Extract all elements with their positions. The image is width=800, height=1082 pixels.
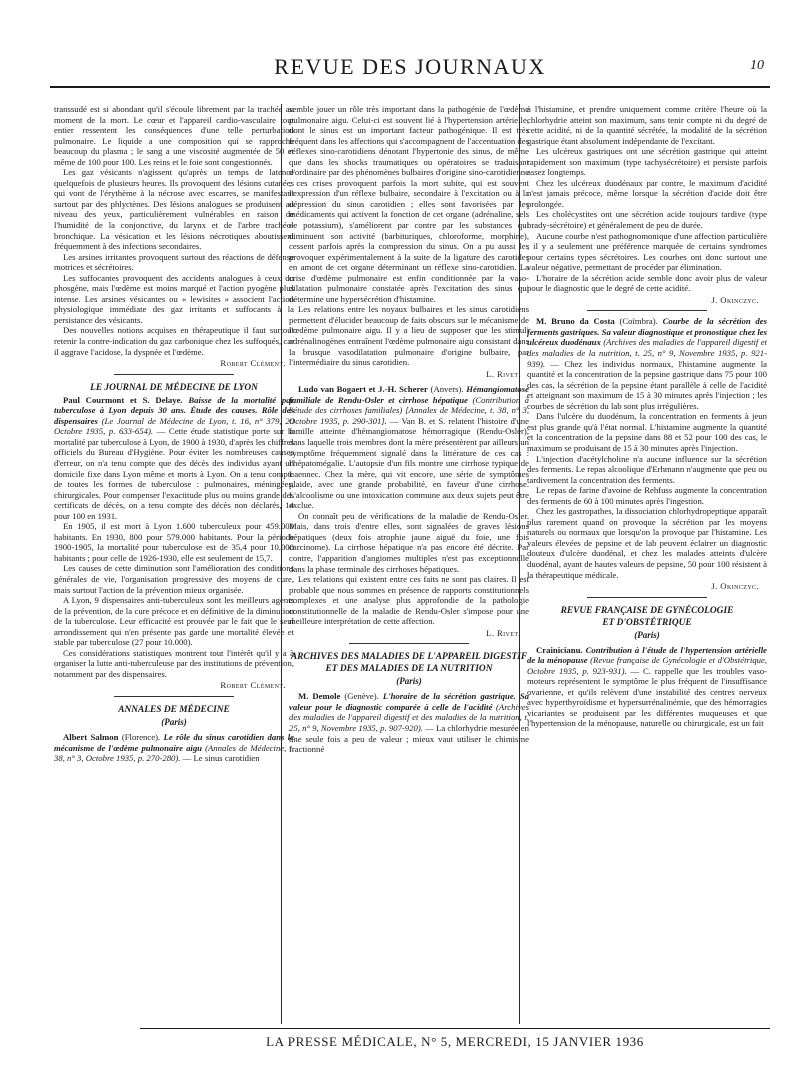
article-authors: Crainicianu. <box>536 644 583 655</box>
section-rule <box>349 643 469 644</box>
author-signature: Robert Clément. <box>220 358 286 369</box>
author-signature: J. Okinczyc. <box>711 294 759 305</box>
article-text: — Le sinus carotidien <box>182 753 260 764</box>
article-place: (Coïmbra). <box>619 316 658 327</box>
article-place: (Florence). <box>121 731 161 742</box>
paragraph: L'horaire de la sécrétion acide semble donc avoir plus de valeur pour le diagnostic que le degré de cette acidité. <box>527 272 767 294</box>
paragraph: Les ulcéreux gastriques ont une sécrétion gastrique qui atteint rapidement son maximum (type tachysécrétoire) et persiste parfois assez longtemps. <box>527 146 767 178</box>
footer-text: LA PRESSE MÉDICALE, N° 5, MERCREDI, 15 JANVIER 1936 <box>266 1034 644 1049</box>
section-rule <box>114 696 234 697</box>
paragraph: à l'histamine, et prendre uniquement comme critère l'heure où la chlorhydrie atteint son maximum, sans tenir compte ni du degré de cette acidité, ni de la quantité sécrétée, la modalité de la sécrétion gastrique étant absolument indépendante de l'excitant. <box>527 104 767 146</box>
article-title: Contribution à l'étude de l'hypertension artérielle de la ménopause <box>527 644 767 666</box>
article-reference: (Revue française de Gynécologie et d'Obstétrique, Octobre 1935, p. 923-931). <box>527 655 767 676</box>
paragraph: Les gaz vésicants n'agissent qu'après un temps de latence quelquefois de plusieurs heures. Ils provoquent des lésions cutanées qui vont de l'érythème à la nécrose avec escarres, se manifestant surtout par des phlyctènes. Des lésions analogues se produisent au niveau des yeux, particulièrement vulnérables en raison de l'humidité de la conjonctive, du larynx et de l'arbre trachéo-bronchique. La vésication et les lésions nécrotiques aboutissent fréquemment à des infections secondaires. <box>54 167 294 252</box>
author-signature: L. Rivet. <box>486 627 521 638</box>
paragraph: Chez les ulcéreux duodénaux par contre, le maximum d'acidité n'est jamais précoce, même lorsque la sécrétion d'acide doit être prolongée. <box>527 177 767 209</box>
journal-city: (Paris) <box>634 629 660 640</box>
paragraph: Des nouvelles notions acquises en thérapeutique il faut surtout retenir la contre-indication du gaz carbonique chez les suffoqués, car il aggrave l'acidose, la dyspnée et l'œdème. <box>54 325 294 357</box>
paragraph: Les relations entre les noyaux bulbaires et les sinus carotidiens permettent d'élucider beaucoup de faits obscurs sur le mécanisme de l'œdème pulmonaire aigu. Il y a lieu de supposer que les stimuli adrénalinogènes entraînent l'œdème pulmonaire aigu consistant dans la brusque vasodilatation pulmonaire d'origine bulbaire, par l'intermédiaire du sinus carotidien. <box>289 304 529 368</box>
journal-city: (Paris) <box>396 676 422 687</box>
paragraph: On connaît peu de vérifications de la maladie de Rendu-Osler. Mais, dans trois d'entre elles, sont signalées de graves lésions hépatiques (deux fois atrophie jaune aiguë du foie, une fois carcinome). La cirrhose hépatique n'a pas encore été décrite. Par contre, l'apparition d'angiomes multiples n'est pas exceptionnelle dans la phase terminale des cirrhoses hépatiques. <box>289 510 529 574</box>
article-authors: M. Bruno da Costa <box>536 316 615 327</box>
paragraph: Aucune courbe n'est pathognomonique d'une affection particulière ; il y a seulement une préférence marquée de certains syndromes pour certains types sécrétoires. Les courbes ont donc surtout une valeur négative, permettant de procéder par élimination. <box>527 230 767 273</box>
running-header <box>50 46 770 88</box>
paragraph: Dans l'ulcère du duodénum, la concentration en ferments à jeun est plus grande qu'à l'état normal. L'histamine augmente la quantité et la concentration de la pepsine dans 88 et 52 pour 100 des cas, le maximum se produisant de 15 à 30 minutes après l'injection. <box>527 411 767 453</box>
paragraph: Les arsines irritantes provoquent surtout des réactions de défense motrices et sécrétoires. <box>54 251 294 273</box>
paragraph: Les causes de cette diminution sont l'amélioration des conditions générales de vie, l'organisation progressive des moyens de cure, mais surtout l'action de la prévention mieux organisée. <box>54 563 294 595</box>
article-entry <box>54 732 294 764</box>
article-reference: (Annales de Médecine, t. 38, n° 3, Octobre 1935, p. 270-280). <box>54 742 294 764</box>
paragraph: A Lyon, 9 dispensaires anti-tuberculeux sont les meilleurs agents de la prévention, de la cure précoce et en définitive de la diminution de la tuberculose. Leur efficacité est prouvée par le fait que le seul arrondissement qui n'en présente pas garde une mortalité élevée et stable par tuberculose (27 pour 10.000). <box>54 595 294 648</box>
journal-section-title: ET DES MALADIES DE LA NUTRITION <box>325 664 493 675</box>
article-reference: (Contribution à l'étude des cirrhoses familiales) [Annales de Médecine, t. 38, n° 3, Octobre 1935, p. 290-301]. <box>289 394 529 426</box>
article-authors: Albert Salmon <box>63 731 119 742</box>
paragraph: Les cholécystites ont une sécrétion acide toujours tardive (type brady-sécrétoire) et généralement de peu de durée. <box>527 209 767 231</box>
article-entry <box>527 316 767 411</box>
paragraph: Chez les gastropathes, la dissociation chlorhydropeptique apparaît plus rarement quand on provoque la sécrétion par les moyens naturels ou normaux que lorsqu'on la provoque par l'histamine. Les valeurs élevées de pepsine et de lab peuvent éclairer un diagnostic douteux d'ulcère duodénal, et chez les malades atteints d'ulcère duodénal, ayant de hautes valeurs de pepsine, 50 pour 100 résistent à la thérapeutique médicale. <box>527 506 767 580</box>
article-title: L'horaire de la sécrétion gastrique. Sa valeur pour le diagnostic comparée à celle de l'acidité <box>289 691 529 712</box>
article-title: Courbe de la sécrétion des ferments gastriques. Sa valeur diagnostique et pronostique chez les ulcéreux duodénaux <box>527 316 767 348</box>
article-title: Baisse de la mortalité par tuberculose à Lyon depuis 30 ans. Étude des causes. Rôle des dispensaires <box>54 394 294 426</box>
paragraph: L'injection d'acétylcholine n'a aucune influence sur la sécrétion des ferments. Le repas alcoolique d'Erhmann n'augmente que peu ou tardivement la concentration des ferments. <box>527 453 767 485</box>
section-rule <box>587 310 707 311</box>
author-signature: Robert Clément. <box>220 680 286 691</box>
article-title: Le rôle du sinus carotidien dans le mécanisme de l'œdème pulmonaire aigu <box>54 731 294 753</box>
paragraph: Ces considérations statistiques montrent tout l'intérêt qu'il y a à organiser la lutte anti-tuberculeuse par des institutions de prévention, notamment par des dispensaires. <box>54 647 294 679</box>
column-2 <box>289 104 529 1028</box>
author-signature: L. Rivet. <box>486 368 521 379</box>
paragraph: transsudé est si abondant qu'il s'écoule librement par la trachée au moment de la mort. Le cœur et l'appareil cardio-vasculaire tout entier ressentent les conséquences d'une telle perturbation pulmonaire. Le liquide a une composition qui se rapproche beaucoup du plasma ; le sang a une viscosité augmentée de 50 et même de 100 pour 100. Les reins et le foie sont congestionnés. <box>54 104 294 167</box>
page-footer <box>140 1028 770 1053</box>
paragraph: En 1905, il est mort à Lyon 1.600 tuberculeux pour 459.000 habitants. En 1930, 800 pour 579.000 habitants. Pour la période 1900-1905, la mortalité pour tuberculose est de 35,4 pour 10.000 habitants ; pour celle de 1926-1930, elle est seulement de 15,7. <box>54 521 294 563</box>
section-rule <box>114 374 234 375</box>
article-authors: Ludo van Bogaert et J.-H. Scherer <box>298 384 428 395</box>
article-reference: (Le Journal de Médecine de Lyon, t. 16, n° 379, 20 Octobre 1935, p. 633-654). <box>54 415 294 437</box>
article-reference: (Archives des maladies de l'appareil digestif et des maladies de la nutrition, t. 25, n° 9, Novembre 1935, p. 921-939). <box>527 337 767 369</box>
article-text: — Chez les individus normaux, l'histamine augmente la quantité et la concentration de la pepsine gastrique dans 75 pour 100 des cas, la sécrétion de la pepsine étant parallèle à celle de l'acidité et atteignant son maximum de 15 à 30 minutes après l'injection ; les courbes de sécrétion du lab sont plus irrégulières. <box>527 358 767 411</box>
header-title: REVUE DES JOURNAUX <box>274 54 546 79</box>
journal-city: (Paris) <box>161 716 187 727</box>
paragraph: Les suffocantes provoquent des accidents analogues à ceux du phosgène, mais l'œdème est moins marqué et l'action pyogène plus intense. Les arsines vésicantes ou « lewisites » associent l'action physiologique immédiate des gaz irritants et suffocants à la persistance des vésicants. <box>54 272 294 325</box>
article-title: Hémangiomatose familiale de Rendu-Osler et cirrhose hépatique <box>289 384 529 405</box>
article-text: — C. rappelle que les troubles vaso-moteurs représentent le symptôme le plus fréquent de l'insuffisance ovarienne, et qu'ils relèvent d'une instabilité des centres nerveux avec hyperthyroïdisme et hypersurrénalinémie, que des hémorragies vicariantes se produisent par les différentes muqueuses et que l'hypertension de la ménopause, naturelle ou chirurgicale, est un fait <box>527 665 767 729</box>
article-entry <box>54 395 294 522</box>
article-authors: M. Demole <box>298 691 341 702</box>
journal-section-title: REVUE FRANÇAISE DE GYNÉCOLOGIE <box>560 605 734 616</box>
paragraph: semble jouer un rôle très important dans la pathogénie de l'œdème pulmonaire aigu. Celui-ci est souvent lié à l'hypertension artérielle, dont le sinus est un important facteur pathogénique. Il est très fréquent dans les affections qui s'accompagnent de l'accentuation des réflexes sino-carotidiens dénotant l'hypertonie des sinus, de même que dans les shocks traumatiques ou opératoires se traduisant d'ordinaire par des phénomènes bulbaires d'origine sino-carotidienne ; ces crises provoquent parfois la mort subite, qui est souvent l'expression d'un réflexe bulbaire, secondaire à l'excitation ou à la dépression du sinus carotidien ; elles sont favorisées par les médicaments qui activent la fonction de cet organe (adrénaline, sels de potassium), s'améliorent par contre par les substances qui diminuent son activité (barbituriques, chloroforme, morphine), cessent parfois après la compression du sinus. On a pu aussi les provoquer expérimentalement à la suite de la ligature des carotides en amont de cet organe déterminant un réflexe sino-carotidien. La crise d'œdème pulmonaire est enfin conditionnée par la vaso-dilatation pulmonaire constatée après l'excitation des sinus qui détermine une hypersécrétion d'histamine. <box>289 104 529 304</box>
journal-section-title: ANNALES DE MÉDECINE <box>118 704 230 715</box>
article-entry <box>527 645 767 729</box>
journal-section-title: LE JOURNAL DE MÉDECINE DE LYON <box>90 382 258 393</box>
article-text: — Cette étude statistique porte sur la mortalité par tuberculose à Lyon, de 1900 à 1930, d'après les chiffres officiels du Bureau d'Hygiène. Pour éviter les nombreuses causes d'erreur, on n'a tenu compte que des décès des individus ayant un domicile fixe dans Lyon même et morts à Lyon. On a tenu compte de toutes les formes de tuberculose : pulmonaires, méningées, chirurgicales. Pour compenser l'exactitude plus ou moins grande des certificats de décès, on a tenu compte des décès non déclarés, 14 pour 100 en 1931. <box>54 426 294 521</box>
article-text: — La chlorhydrie mesurée en une seule fois a peu de valeur ; mieux vaut utiliser le chimisme fractionné <box>289 722 529 755</box>
paragraph: Le repas de farine d'avoine de Rehfuss augmente la concentration des ferments de 60 à 100 minutes après l'ingestion. <box>527 485 767 506</box>
article-authors: Paul Courmont et S. Delaye. <box>63 394 183 405</box>
article-place: (Anvers). <box>430 384 464 395</box>
journal-section-title: ET D'OBSTÉTRIQUE <box>602 617 692 628</box>
article-text: — Van B. et S. relatent l'histoire d'une famille atteinte d'hémangiomatose hémorragique (Rendu-Osler), dans laquelle trois membres dont la mère présentèrent par ailleurs un symptôme fréquemment signalé dans la littérature de ces cas : l'hépatomégalie. L'autopsie d'un fils montre une cirrhose typique de Laennec. Chez la mère, qui vit encore, une série de symptômes plaide, avec une grande probabilité, en faveur d'une cirrhose. L'alcoolisme ou une intoxication commune aux deux sujets peut être exclue. <box>289 415 529 511</box>
paragraph: Les relations qui existent entre ces faits ne sont pas claires. Il est probable que nous sommes en présence de rapports constitutionnels complexes et une analyse plus approfondie de la pathologie constitutionnelle de la maladie de Rendu-Osler s'impose pour une meilleure interprétation de cette affection. <box>289 574 529 627</box>
article-reference: (Archives des maladies de l'appareil digestif et des maladies de la nutrition, t. 25, n° 9, Novembre 1935, p. 907-920). <box>289 701 529 733</box>
article-place: (Genève). <box>344 691 379 702</box>
article-entry <box>289 691 529 754</box>
section-rule <box>587 597 707 598</box>
author-signature: J. Okinczyc. <box>711 581 759 592</box>
column-1 <box>54 104 294 1028</box>
column-3 <box>527 104 767 1028</box>
article-entry <box>289 384 529 511</box>
page-number: 10 <box>750 58 764 73</box>
journal-section-title: ARCHIVES DES MALADIES DE L'APPAREIL DIGESTIF <box>290 652 528 663</box>
